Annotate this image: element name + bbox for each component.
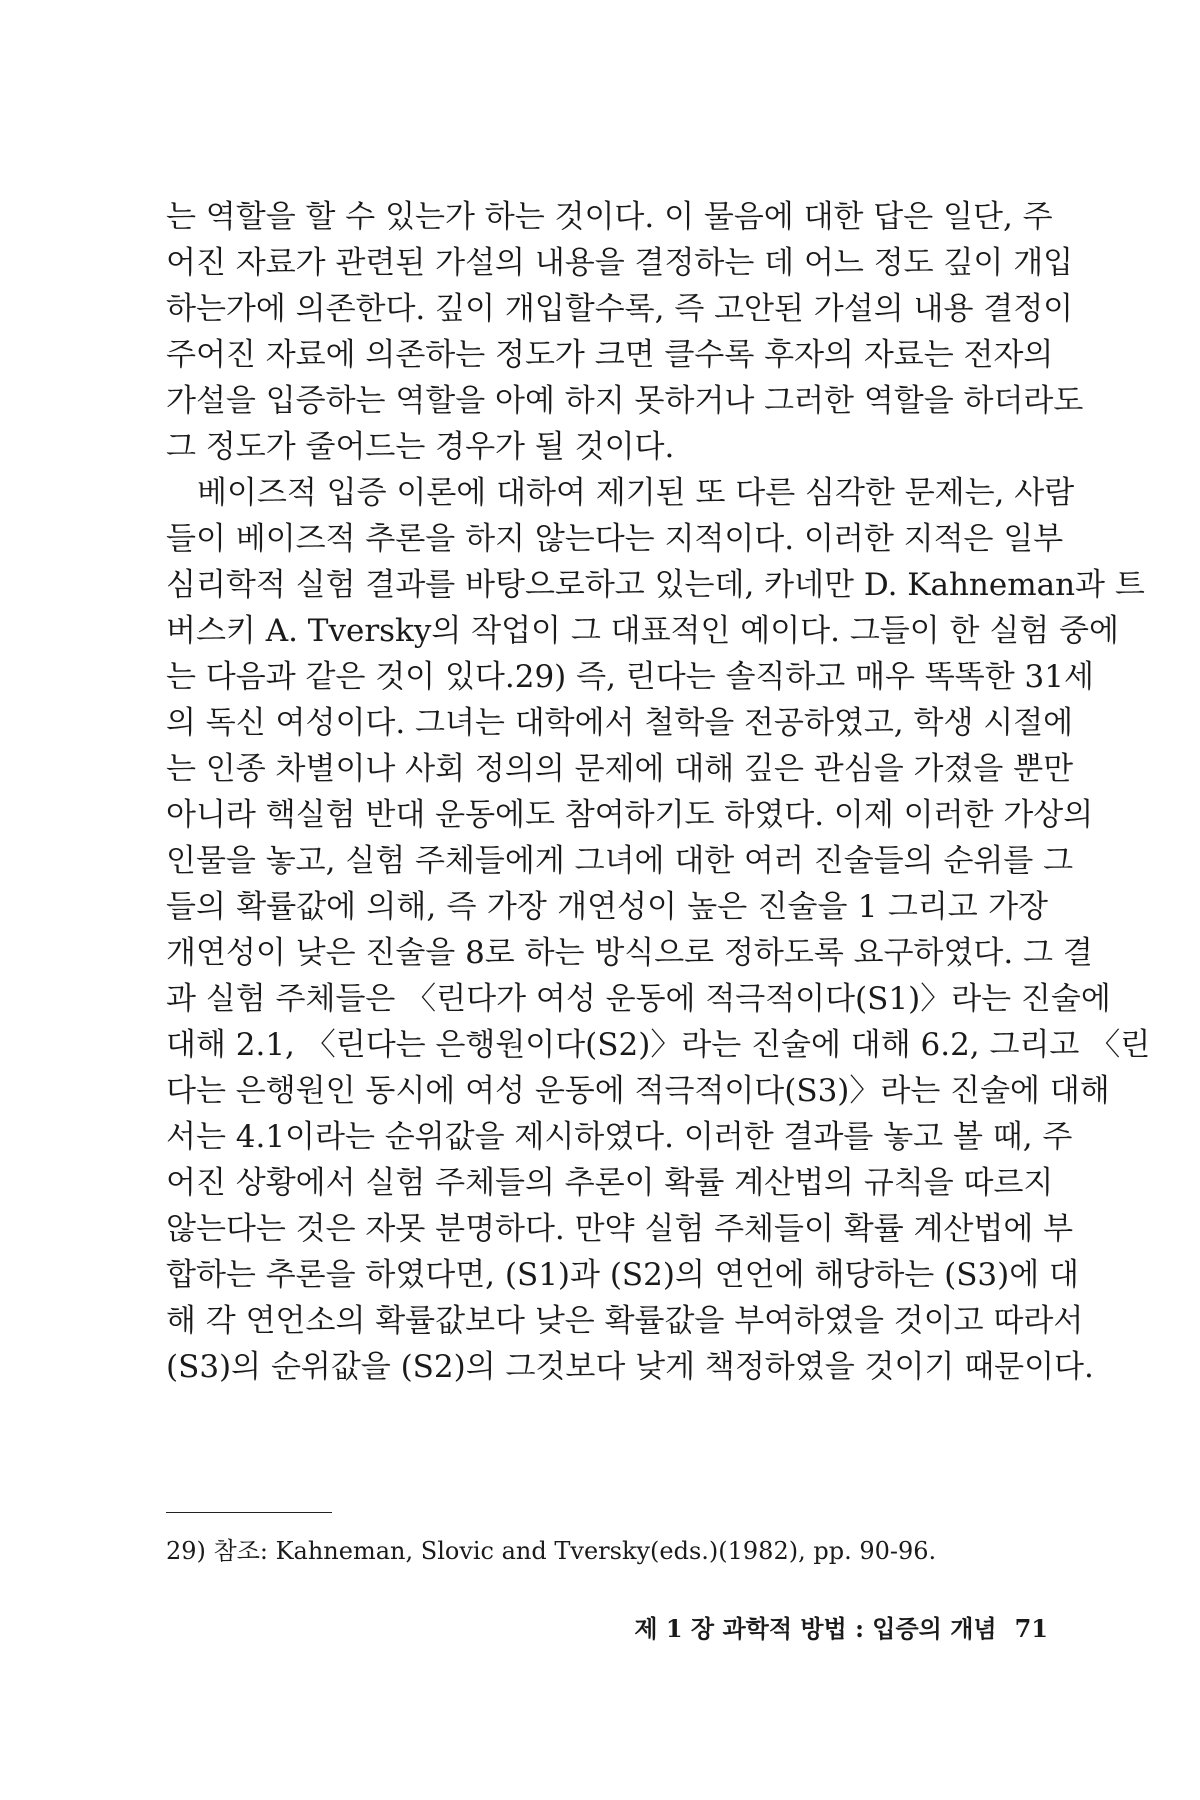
body-line: 서는 4.1이라는 순위값을 제시하였다. 이러한 결과를 놓고 볼 때, 주 [166, 1119, 1073, 1155]
page-number: 71 [1014, 1614, 1048, 1643]
footnote-divider [166, 1512, 332, 1513]
body-line: 가설을 입증하는 역할을 아예 하지 못하거나 그러한 역할을 하더라도 [166, 383, 1084, 419]
body-line: 어진 자료가 관련된 가설의 내용을 결정하는 데 어느 정도 깊이 개입 [166, 245, 1074, 281]
body-text [166, 194, 1151, 1390]
footnote: 29) 참조: Kahneman, Slovic and Tversky(eds.)(1982), pp. 90-96. [166, 1537, 937, 1565]
body-line: 다는 은행원인 동시에 여성 운동에 적극적이다(S3)〉라는 진술에 대해 [166, 1073, 1110, 1109]
body-line: 는 인종 차별이나 사회 정의의 문제에 대해 깊은 관심을 가졌을 뿐만 [166, 751, 1074, 787]
body-line: 않는다는 것은 자못 분명하다. 만약 실험 주체들이 확률 계산법에 부 [166, 1211, 1074, 1247]
body-line: 들이 베이즈적 추론을 하지 않는다는 지적이다. 이러한 지적은 일부 [166, 521, 1064, 557]
body-line: 주어진 자료에 의존하는 정도가 크면 클수록 후자의 자료는 전자의 [166, 337, 1054, 373]
body-line: 하는가에 의존한다. 깊이 개입할수록, 즉 고안된 가설의 내용 결정이 [166, 291, 1074, 327]
body-line: 인물을 놓고, 실험 주체들에게 그녀에 대한 여러 진술들의 순위를 그 [166, 843, 1074, 879]
body-line: 그 정도가 줄어드는 경우가 될 것이다. [166, 429, 675, 465]
body-line: 버스키 A. Tversky의 작업이 그 대표적인 예이다. 그들이 한 실험 중에 [166, 613, 1119, 649]
body-line-paragraph-start: 베이즈적 입증 이론에 대하여 제기된 또 다른 심각한 문제는, 사람 [197, 475, 1075, 511]
body-line: 해 각 연언소의 확률값보다 낮은 확률값을 부여하였을 것이고 따라서 [166, 1303, 1084, 1339]
page-footer [634, 1612, 1048, 1646]
body-line: 개연성이 낮은 진술을 8로 하는 방식으로 정하도록 요구하였다. 그 결 [166, 935, 1093, 971]
body-line: 심리학적 실험 결과를 바탕으로하고 있는데, 카네만 D. Kahneman과 트 [166, 567, 1145, 603]
body-line: 는 다음과 같은 것이 있다.29) 즉, 린다는 솔직하고 매우 똑똑한 31세 [166, 659, 1094, 695]
body-line: 합하는 추론을 하였다면, (S1)과 (S2)의 연언에 해당하는 (S3)에 대 [166, 1257, 1079, 1293]
body-line: 아니라 핵실험 반대 운동에도 참여하기도 하였다. 이제 이러한 가상의 [166, 797, 1094, 833]
body-line: 들의 확률값에 의해, 즉 가장 개연성이 높은 진술을 1 그리고 가장 [166, 889, 1048, 925]
body-line: 의 독신 여성이다. 그녀는 대학에서 철학을 전공하였고, 학생 시절에 [166, 705, 1074, 741]
running-title: 제 1 장 과학적 방법 : 입증의 개념 [634, 1614, 997, 1643]
body-line: 과 실험 주체들은 〈린다가 여성 운동에 적극적이다(S1)〉라는 진술에 [166, 981, 1111, 1017]
body-line: 어진 상황에서 실험 주체들의 추론이 확률 계산법의 규칙을 따르지 [166, 1165, 1054, 1201]
body-line: (S3)의 순위값을 (S2)의 그것보다 낮게 책정하였을 것이기 때문이다. [166, 1349, 1094, 1385]
body-line: 대해 2.1, 〈린다는 은행원이다(S2)〉라는 진술에 대해 6.2, 그리고 〈린 [166, 1027, 1151, 1063]
body-line: 는 역할을 할 수 있는가 하는 것이다. 이 물음에 대한 답은 일단, 주 [166, 199, 1053, 235]
